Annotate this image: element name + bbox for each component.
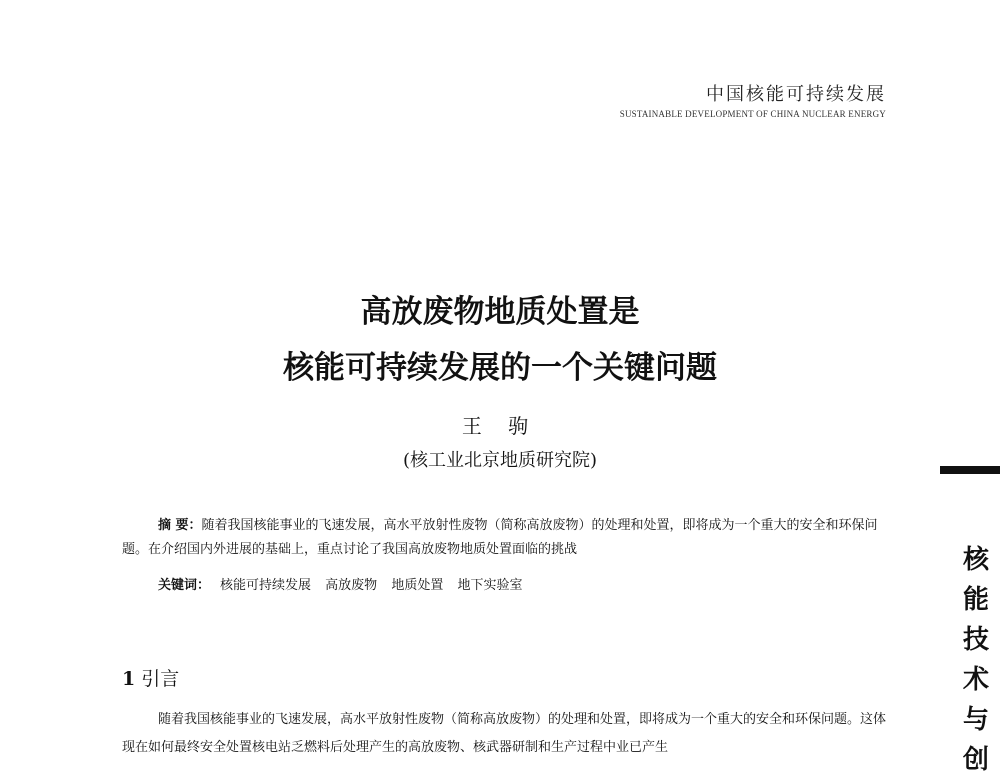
side-char: 与: [962, 705, 989, 735]
keywords: [158, 574, 523, 593]
side-char: 技: [962, 625, 989, 655]
side-section-label: [958, 540, 994, 780]
section-number: 1: [122, 668, 136, 690]
paper-title-line1: 高放废物地质处置是: [360, 294, 640, 330]
keyword-item: 高放废物: [325, 578, 378, 593]
journal-title-en: SUSTAINABLE DEVELOPMENT OF CHINA NUCLEAR ENERGY: [619, 109, 886, 119]
side-char: 术: [962, 665, 989, 695]
journal-header: [620, 80, 886, 119]
author-affiliation: (核工业北京地质研究院): [402, 450, 598, 471]
section-heading: [122, 664, 179, 691]
side-char: 能: [962, 585, 989, 615]
abstract-label: 摘 要：: [158, 518, 202, 533]
side-char: 创: [962, 745, 989, 775]
section-title: 引言: [141, 668, 180, 690]
keyword-item: 核能可持续发展: [220, 578, 312, 593]
keyword-item: 地质处置: [391, 578, 444, 593]
journal-title-cn: 中国核能可持续发展: [706, 84, 886, 105]
body-paragraph: 随着我国核能事业的飞速发展，高水平放射性废物（简称高放废物）的处理和处置，即将成为一个重大的安全和环保问题。这体现在如何最终安全处置核电站乏燃料后处理产生的高放废物、核武器研制和生产过程中业已产生: [122, 712, 887, 755]
keywords-label: 关键词：: [158, 578, 211, 593]
author-name: 王 驹: [461, 414, 539, 438]
abstract: [122, 514, 892, 562]
side-tab-bar: [940, 466, 1000, 474]
paper-title-line2: 核能可持续发展的一个关键问题: [283, 350, 717, 386]
abstract-text: 随着我国核能事业的飞速发展，高水平放射性废物（简称高放废物）的处理和处置，即将成为一个重大的安全和环保问题。在介绍国内外进展的基础上，重点讨论了我国高放废物地质处置面临的挑战: [122, 518, 878, 557]
keyword-item: 地下实验室: [457, 578, 523, 593]
side-char: 核: [962, 545, 989, 575]
